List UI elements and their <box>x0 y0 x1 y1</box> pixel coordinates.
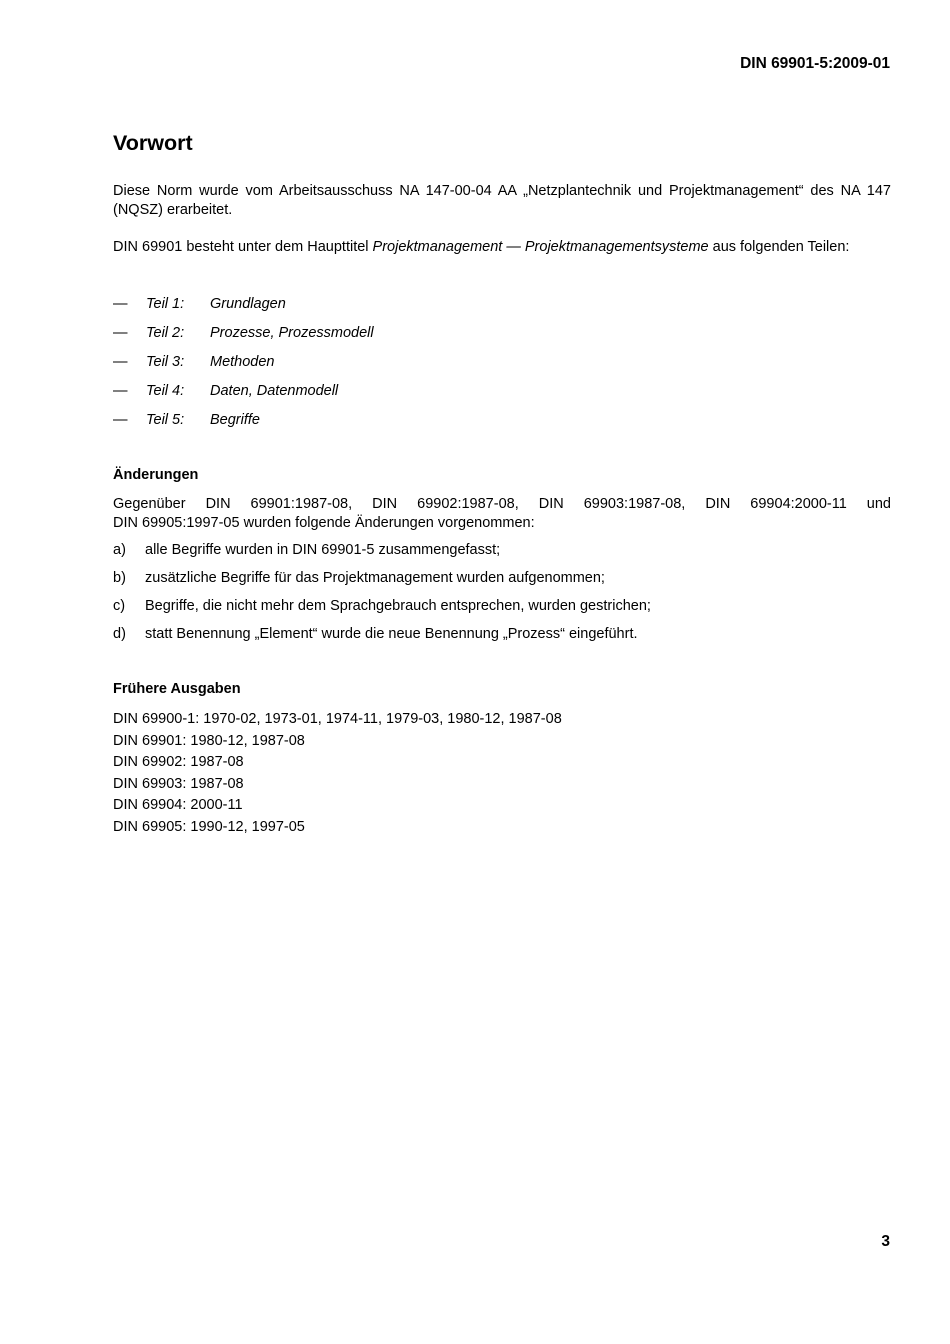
list-text: alle Begriffe wurden in DIN 69901-5 zusammengefasst; <box>145 542 501 558</box>
part-name: Daten, Datenmodell <box>210 383 339 399</box>
changes-intro-line-1: Gegenüber DIN 69901:1987-08, DIN 69902:1987-08, DIN 69903:1987-08, DIN 69904:2000-11 und <box>113 496 891 512</box>
parts-list <box>113 294 374 439</box>
list-item <box>113 569 651 597</box>
part-label: Teil 3: <box>146 354 185 370</box>
changes-list <box>113 541 651 653</box>
part-name: Begriffe <box>210 412 260 428</box>
page-title: Vorwort <box>113 131 193 155</box>
intro-p2-main-title: Projektmanagement <box>372 239 503 255</box>
changes-heading: Änderungen <box>113 467 199 483</box>
list-item <box>113 294 374 323</box>
page-number: 3 <box>881 1233 890 1250</box>
document-id: DIN 69901-5:2009-01 <box>740 55 890 72</box>
intro-p2-after: aus folgenden Teilen: <box>708 239 850 255</box>
dash-bullet: — <box>113 325 128 341</box>
intro-p2-separator: — <box>502 239 525 255</box>
list-marker: a) <box>113 542 126 558</box>
changes-intro-line-2: DIN 69905:1997-05 wurden folgende Änderungen vorgenommen: <box>113 514 535 531</box>
part-label: Teil 2: <box>146 325 185 341</box>
list-item: DIN 69900-1: 1970-02, 1973-01, 1974-11, 1979-03, 1980-12, 1987-08 <box>113 711 562 727</box>
previous-editions-list <box>113 709 562 839</box>
list-item: DIN 69905: 1990-12, 1997-05 <box>113 818 305 835</box>
list-marker: d) <box>113 626 126 642</box>
list-item <box>113 352 374 381</box>
list-item <box>113 597 651 625</box>
list-item <box>113 625 651 653</box>
part-name: Methoden <box>210 354 275 370</box>
intro-paragraph-2 <box>113 238 891 257</box>
part-label: Teil 1: <box>146 296 185 312</box>
list-item <box>113 541 651 569</box>
list-item <box>113 410 374 439</box>
list-text: Begriffe, die nicht mehr dem Sprachgebrauch entsprechen, wurden gestrichen; <box>145 598 651 614</box>
list-item <box>113 323 374 352</box>
list-marker: c) <box>113 598 126 614</box>
dash-bullet: — <box>113 383 128 399</box>
list-item <box>113 381 374 410</box>
dash-bullet: — <box>113 296 128 312</box>
part-label: Teil 4: <box>146 383 185 399</box>
list-item: DIN 69901: 1980-12, 1987-08 <box>113 732 305 749</box>
changes-intro <box>113 495 891 532</box>
list-item: DIN 69903: 1987-08 <box>113 775 244 792</box>
previous-editions-heading: Frühere Ausgaben <box>113 681 241 697</box>
part-name: Grundlagen <box>210 296 286 312</box>
list-marker: b) <box>113 570 126 586</box>
list-text: statt Benennung „Element“ wurde die neue Benennung „Prozess“ eingeführt. <box>145 626 638 642</box>
intro-p2-before: DIN 69901 besteht unter dem Haupttitel <box>113 239 373 255</box>
list-text: zusätzliche Begriffe für das Projektmanagement wurden aufgenommen; <box>145 570 605 586</box>
list-item: DIN 69902: 1987-08 <box>113 754 244 771</box>
part-name: Prozesse, Prozessmodell <box>210 325 374 341</box>
list-item: DIN 69904: 2000-11 <box>113 797 243 814</box>
dash-bullet: — <box>113 354 128 370</box>
part-label: Teil 5: <box>146 412 185 428</box>
intro-paragraph-1: Diese Norm wurde vom Arbeitsausschuss NA 147-00-04 AA „Netzplantechnik und Projektmanagement“ des NA 147 (NQSZ) erarbeitet. <box>113 183 891 218</box>
dash-bullet: — <box>113 412 128 428</box>
intro-p2-sub-title: Projektmanagementsysteme <box>524 239 709 255</box>
